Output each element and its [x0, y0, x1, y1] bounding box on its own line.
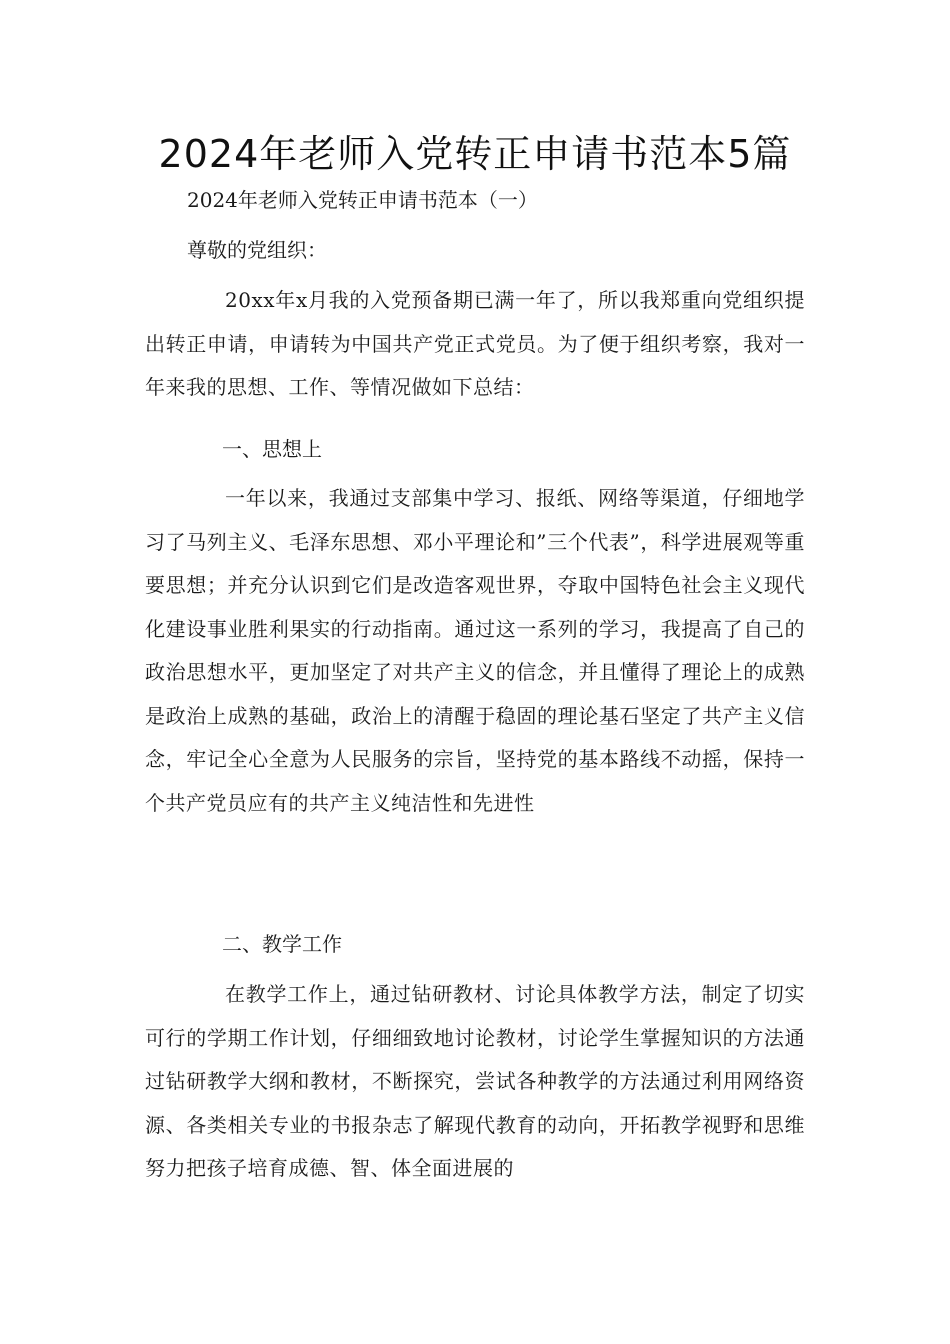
section-heading-thought: 一、思想上 — [222, 437, 322, 461]
document-subtitle: 2024年老师入党转正申请书范本（一） — [187, 188, 538, 212]
document-title: 2024年老师入党转正申请书范本5篇 — [158, 132, 792, 176]
section-heading-teaching: 二、教学工作 — [222, 932, 342, 956]
paragraph-teaching: 在教学工作上，通过钻研教材、讨论具体教学方法，制定了切实可行的学期工作计划，仔细细致地讨论教材，讨论学生掌握知识的方法通过钻研教学大纲和教材，不断探究，尝试各种教学的方法通过利用网络资源、各类相关专业的书报杂志了解现代教育的动向，开拓教学视野和思维努力把孩子培育成德、智、体全面进展的 — [145, 982, 805, 1180]
paragraph-intro: 20xx年x月我的入党预备期已满一年了，所以我郑重向党组织提出转正申请，申请转为中国共产党正式党员。为了便于组织考察，我对一年来我的思想、工作、等情况做如下总结： — [145, 288, 805, 399]
salutation: 尊敬的党组织： — [187, 238, 327, 262]
paragraph-thought: 一年以来，我通过支部集中学习、报纸、网络等渠道，仔细地学习了马列主义、毛泽东思想、邓小平理论和”三个代表”，科学进展观等重要思想；并充分认识到它们是改造客观世界，夺取中国特色社会主义现代化建设事业胜利果实的行动指南。通过这一系列的学习，我提高了自己的政治思想水平，更加坚定了对共产主义的信念，并且懂得了理论上的成熟是政治上成熟的基础，政治上的清醒于稳固的理论基石坚定了共产主义信念，牢记全心全意为人民服务的宗旨，坚持党的基本路线不动摇，保持一个共产党员应有的共产主义纯洁性和先进性 — [145, 486, 805, 815]
